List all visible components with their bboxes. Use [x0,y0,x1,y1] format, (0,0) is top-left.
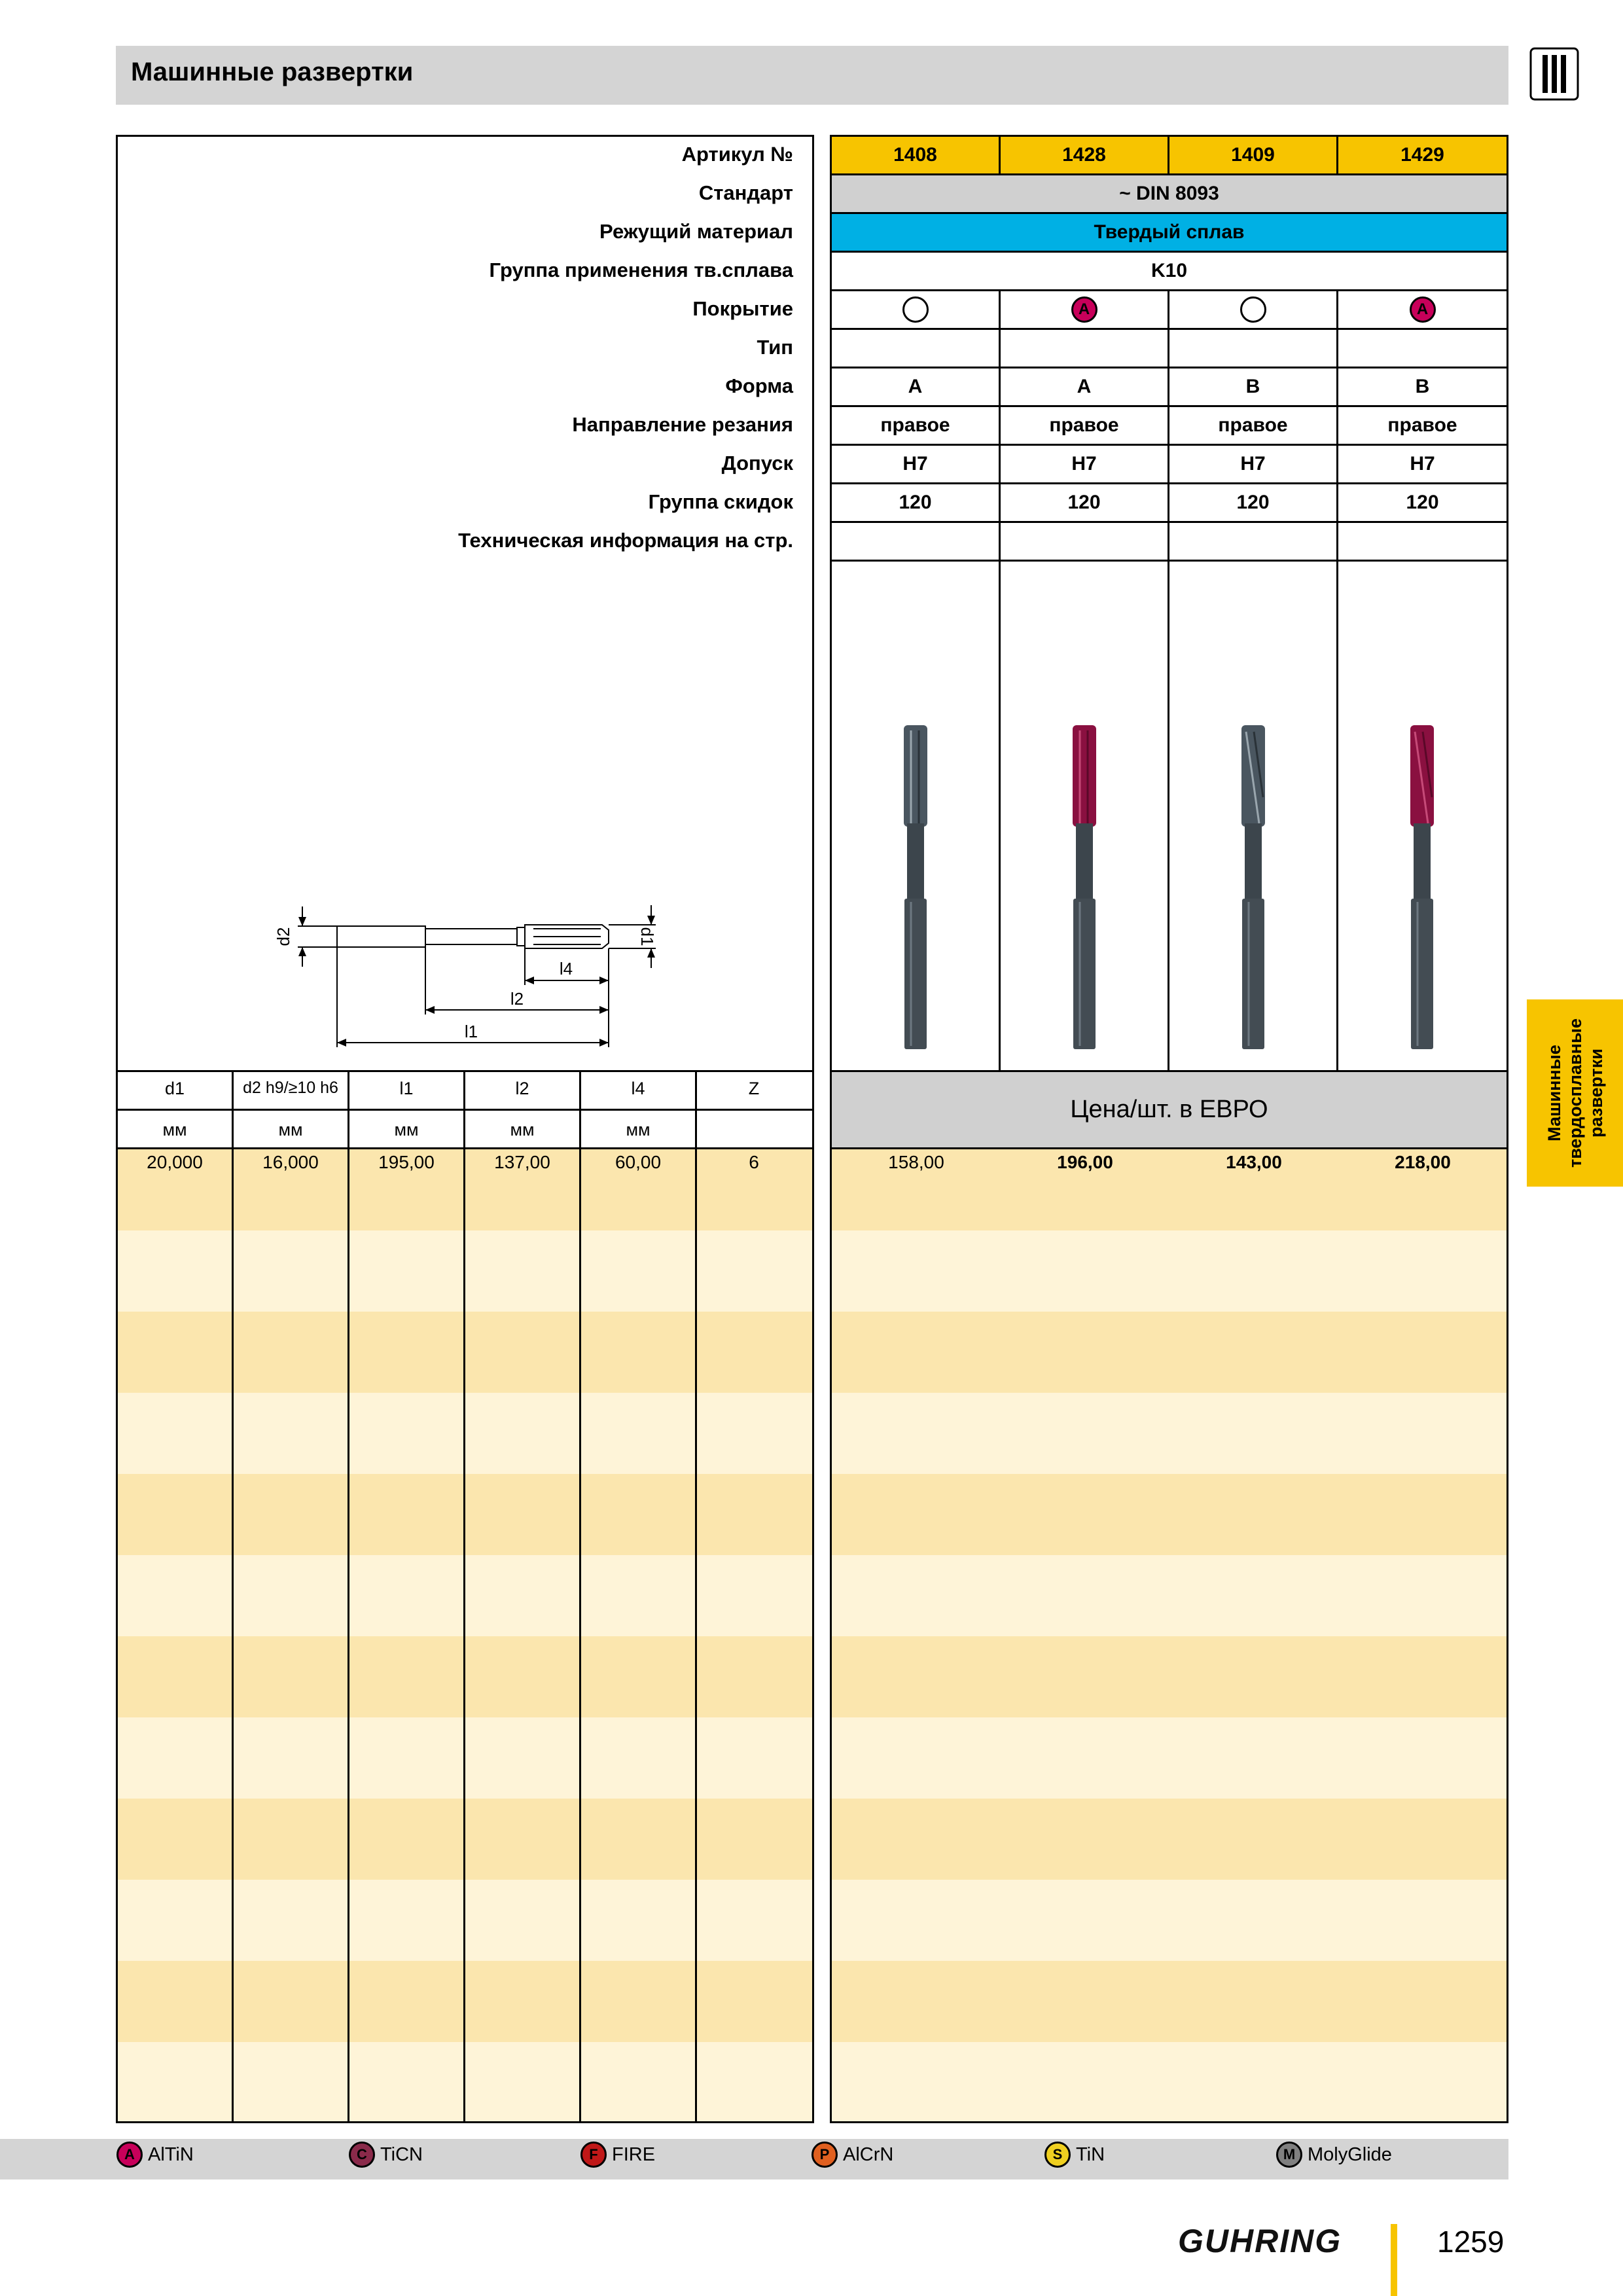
col-header-d1: d1 [164,1079,185,1098]
legend-molyglide [1276,2142,1392,2168]
row-band [832,1880,1507,1961]
coating-cell-1 [830,289,1001,330]
row-band [832,1230,1507,1312]
coating-cell-2 [999,289,1169,330]
col-divider [232,1070,234,2123]
article-1429[interactable]: 1429 [1336,135,1508,175]
row-band [832,1393,1507,1474]
col-divider [579,1070,581,2123]
price-header: Цена/шт. в ЕВРО [830,1070,1508,1149]
type-cell-1 [830,328,1001,368]
label-tolerance: Допуск [721,452,793,475]
col-header-d2: d2 h9/≥10 h6 [243,1079,338,1097]
tin-coating-icon: S [1044,2142,1071,2168]
label-direction: Направление резания [572,413,793,436]
carbide-group-value: K10 [830,251,1508,291]
alcrn-coating-icon: P [812,2142,838,2168]
cell-l1: 195,00 [378,1152,435,1172]
side-tab-line3: развертки [1586,1049,1606,1138]
legend-fire [580,2142,655,2168]
label-form: Форма [725,374,793,397]
cell-l2: 137,00 [494,1152,550,1172]
discount-cell-3: 120 [1168,482,1338,523]
form-cell-4: B [1336,367,1508,407]
dim-label-l4: l4 [559,959,573,978]
tolerance-cell-1: H7 [830,444,1001,484]
col-header-z: Z [748,1079,760,1098]
legend-label: TiN [1076,2144,1105,2165]
direction-cell-4: правое [1336,405,1508,446]
type-cell-4 [1336,328,1508,368]
altin-coating-icon: A [116,2142,143,2168]
row-band [832,1636,1507,1717]
price-1409: 143,00 [1226,1152,1282,1172]
side-tab-line2: твердосплавные [1565,1018,1585,1168]
label-article: Артикул № [681,143,793,166]
col-header-l2: l2 [515,1079,529,1098]
legend-altin [116,2142,194,2168]
reamer-technical-drawing [275,880,668,1057]
legend-label: AlTiN [148,2144,194,2165]
dim-label-l2: l2 [510,989,524,1009]
cell-d2: 16,000 [262,1152,319,1172]
dim-label-d2: d2 [275,927,293,946]
molyglide-coating-icon: M [1276,2142,1302,2168]
col-divider [463,1070,465,2123]
form-cell-2: A [999,367,1169,407]
unit-l2: мм [510,1120,535,1139]
coating-cell-3 [1168,289,1338,330]
legend-ticn [349,2142,423,2168]
row-band [832,1961,1507,2042]
label-type: Тип [757,336,793,359]
cell-z: 6 [749,1152,759,1172]
ticn-coating-icon: C [349,2142,375,2168]
unit-l1: мм [394,1120,419,1139]
label-standard: Стандарт [698,181,793,204]
type-cell-2 [999,328,1169,368]
article-1428[interactable]: 1428 [999,135,1169,175]
legend-tin [1044,2142,1105,2168]
reamer-image-1409 [1240,725,1267,1052]
form-cell-3: B [1168,367,1338,407]
article-1408[interactable]: 1408 [830,135,1001,175]
row-band [832,2042,1507,2121]
form-cell-1: A [830,367,1001,407]
legend-label: TiCN [380,2144,423,2165]
techinfo-cell-1 [830,521,1001,562]
legend-label: MolyGlide [1308,2144,1392,2165]
row-band [832,1474,1507,1555]
cutting-material-value: Твердый сплав [830,212,1508,253]
discount-cell-1: 120 [830,482,1001,523]
dim-label-d1: d1 [637,927,657,946]
cell-d1: 20,000 [147,1152,203,1172]
article-1409[interactable]: 1409 [1168,135,1338,175]
label-discount-group: Группа скидок [648,490,793,513]
direction-cell-2: правое [999,405,1169,446]
col-header-l4: l4 [631,1079,645,1098]
unit-d1: мм [162,1120,187,1139]
col-divider [695,1070,697,2123]
side-category-tab[interactable] [1527,999,1623,1187]
legend-label: FIRE [612,2144,656,2165]
direction-cell-1: правое [830,405,1001,446]
legend-alcrn [812,2142,893,2168]
row-band [832,1799,1507,1880]
reamer-category-icon [1528,46,1580,102]
legend-label: AlCrN [843,2144,894,2165]
page-number: 1259 [1437,2225,1505,2259]
standard-value: ~ DIN 8093 [830,173,1508,214]
techinfo-cell-3 [1168,521,1338,562]
reamer-image-1429 [1408,725,1436,1052]
altin-coating-icon: A [1071,296,1097,323]
label-cutting-material: Режущий материал [599,220,793,243]
tolerance-cell-2: H7 [999,444,1169,484]
tolerance-cell-4: H7 [1336,444,1508,484]
coating-cell-4 [1336,289,1508,330]
col-divider [348,1070,349,2123]
cell-l4: 60,00 [615,1152,662,1172]
dim-label-l1: l1 [464,1022,478,1041]
direction-cell-3: правое [1168,405,1338,446]
row-band [832,1312,1507,1393]
discount-cell-2: 120 [999,482,1169,523]
type-cell-3 [1168,328,1338,368]
reamer-image-1408 [902,725,929,1052]
footer-divider [1391,2224,1397,2296]
discount-cell-4: 120 [1336,482,1508,523]
fire-coating-icon: F [580,2142,607,2168]
label-coating: Покрытие [692,297,793,320]
page-title: Машинные развертки [131,58,414,86]
brand-logo: GUHRING [1178,2223,1342,2259]
row-band [832,1555,1507,1636]
no-coating-icon [902,296,929,323]
unit-l4: мм [626,1120,651,1139]
techinfo-cell-2 [999,521,1169,562]
price-1429: 218,00 [1395,1152,1451,1172]
label-carbide-group: Группа применения тв.сплава [489,259,793,281]
unit-d2: мм [278,1120,303,1139]
side-tab-line1: Машинные [1544,1045,1564,1141]
altin-coating-icon: A [1410,296,1436,323]
tolerance-cell-3: H7 [1168,444,1338,484]
techinfo-cell-4 [1336,521,1508,562]
reamer-image-1428 [1071,725,1098,1052]
price-1428: 196,00 [1057,1152,1113,1172]
row-band [832,1717,1507,1799]
col-header-l1: l1 [399,1079,414,1098]
label-tech-info: Техническая информация на стр. [458,529,793,552]
price-1408: 158,00 [888,1152,944,1172]
no-coating-icon [1240,296,1266,323]
